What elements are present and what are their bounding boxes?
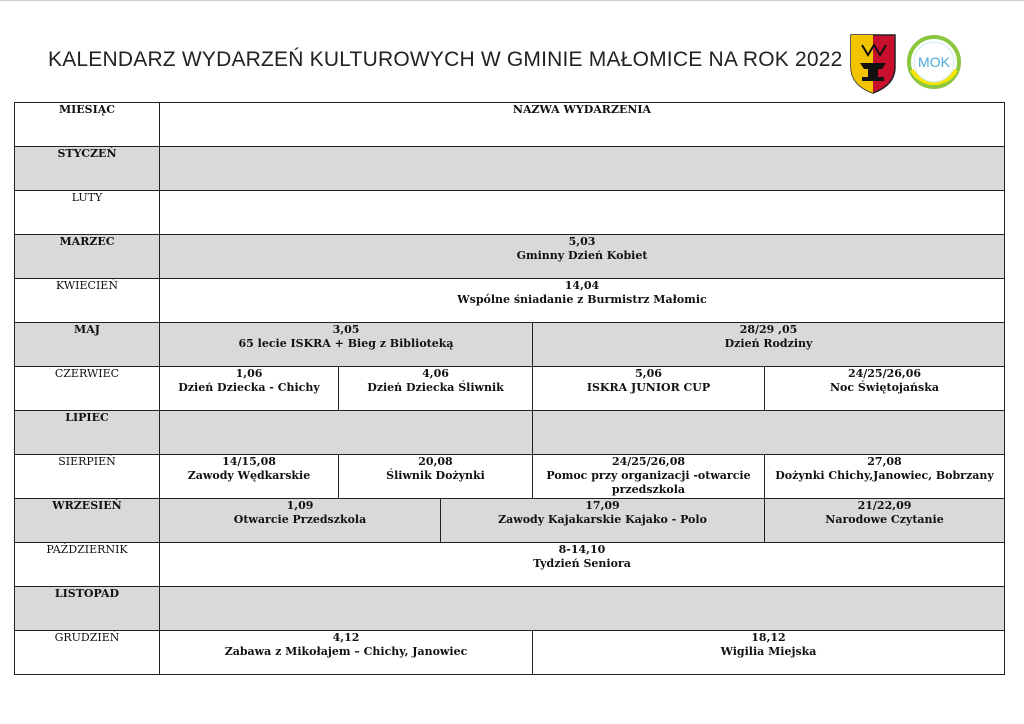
event-name: Dzień Dziecka - Chichy [178, 381, 320, 394]
table-row [15, 191, 1005, 235]
event-name: Dożynki Chichy,Janowiec, Bobrzany [775, 469, 994, 482]
event-cell [765, 499, 1005, 543]
table-row [15, 235, 1005, 279]
event-cell [160, 631, 533, 675]
event-name: Tydzień Seniora [533, 557, 631, 570]
events-calendar-table [14, 102, 1005, 675]
event-date: 18,12 [751, 631, 786, 644]
event-cell [339, 455, 533, 499]
event-cell [441, 499, 765, 543]
event-date: 17,09 [585, 499, 620, 512]
coat-of-arms-logo [848, 33, 898, 95]
month-cell: MARZEC [15, 235, 160, 279]
event-cell [533, 367, 765, 411]
month-cell: CZERWIEC [15, 367, 160, 411]
month-column-header: MIESIĄC [15, 103, 160, 147]
event-name: Narodowe Czytanie [825, 513, 944, 526]
event-name: Zawody Kajakarskie Kajako - Polo [498, 513, 707, 526]
table-row [15, 455, 1005, 499]
event-date: 24/25/26,08 [611, 455, 686, 468]
mok-logo [906, 34, 962, 90]
event-date: 1,09 [286, 499, 314, 512]
event-cell [533, 631, 1005, 675]
month-cell: WRZESIEŃ [15, 499, 160, 543]
event-cell-empty [160, 587, 1005, 631]
event-name: Zabawa z Mikołajem – Chichy, Janowiec [224, 645, 468, 658]
top-border-line [0, 0, 1024, 1]
table-row [15, 411, 1005, 455]
month-cell: STYCZEŃ [15, 147, 160, 191]
event-date: 4,06 [422, 367, 449, 380]
month-cell: LISTOPAD [15, 587, 160, 631]
event-cell-empty [160, 147, 1005, 191]
event-date: 8-14,10 [558, 543, 606, 556]
event-name: 65 lecie ISKRA + Bieg z Biblioteką [238, 337, 454, 350]
event-cell [160, 367, 339, 411]
table-row [15, 323, 1005, 367]
month-cell: LUTY [15, 191, 160, 235]
event-name: ISKRA JUNIOR CUP [586, 381, 711, 394]
table-row [15, 543, 1005, 587]
event-name: Wigilia Miejska [720, 645, 817, 658]
event-date: 5,03 [568, 235, 596, 248]
event-cell [533, 323, 1005, 367]
event-name: Dzień Rodziny [724, 337, 813, 350]
table-row [15, 587, 1005, 631]
event-cell-empty [160, 191, 1005, 235]
event-cell [160, 455, 339, 499]
mok-logo-text: MOK [918, 54, 950, 70]
event-cell [765, 367, 1005, 411]
event-name: Otwarcie Przedszkola [233, 513, 367, 526]
event-cell [533, 455, 765, 499]
event-name: Śliwnik Dożynki [386, 469, 485, 482]
table-row [15, 499, 1005, 543]
event-cell-empty [160, 411, 533, 455]
event-cell [160, 543, 1005, 587]
event-date: 1,06 [235, 367, 263, 380]
event-date: 14,04 [564, 279, 600, 292]
table-row [15, 631, 1005, 675]
month-cell: PAŹDZIERNIK [15, 543, 160, 587]
event-cell [160, 235, 1005, 279]
month-cell: GRUDZIEŃ [15, 631, 160, 675]
table-header-row [15, 103, 1005, 147]
event-cell [160, 499, 441, 543]
month-cell: SIERPIEŃ [15, 455, 160, 499]
event-date: 24/25/26,06 [847, 367, 922, 380]
event-name: Zawody Wędkarskie [187, 469, 311, 482]
event-name: Noc Świętojańska [830, 381, 939, 394]
event-cell [160, 323, 533, 367]
event-date: 20,08 [418, 455, 453, 468]
event-column-header: NAZWA WYDARZENIA [160, 103, 1005, 147]
month-cell: KWIECIEŃ [15, 279, 160, 323]
event-cell [765, 455, 1005, 499]
event-cell [160, 279, 1005, 323]
event-cell [339, 367, 533, 411]
event-date: 3,05 [332, 323, 360, 336]
month-cell: LIPIEC [15, 411, 160, 455]
event-name: Dzień Dziecka Śliwnik [367, 381, 504, 394]
event-date: 21/22,09 [857, 499, 912, 512]
event-date: 4,12 [332, 631, 360, 644]
event-date: 5,06 [635, 367, 662, 380]
table-row [15, 367, 1005, 411]
event-date: 28/29 ,05 [739, 323, 798, 336]
table-row [15, 279, 1005, 323]
month-cell: MAJ [15, 323, 160, 367]
page-title: KALENDARZ WYDARZEŃ KULTUROWYCH W GMINIE MAŁOMICE NA ROK 2022 [48, 48, 843, 71]
event-cell-empty [533, 411, 1005, 455]
table-row [15, 147, 1005, 191]
event-name: Gminny Dzień Kobiet [516, 249, 648, 262]
event-name: Wspólne śniadanie z Burmistrz Małomic [457, 293, 707, 306]
event-date: 14/15,08 [222, 455, 276, 468]
event-date: 27,08 [867, 455, 902, 468]
event-name: Pomoc przy organizacji -otwarcie przedszkola [546, 469, 751, 496]
